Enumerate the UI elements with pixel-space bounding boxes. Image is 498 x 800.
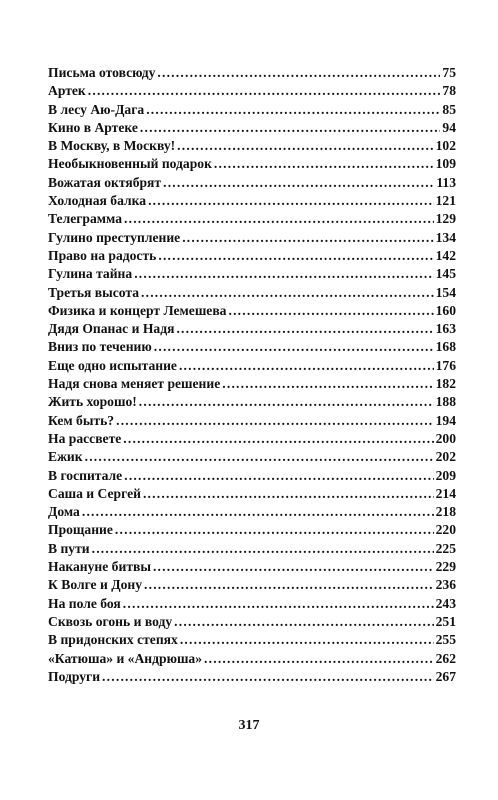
- toc-entry-page-number: 214: [435, 485, 456, 501]
- toc-entry-page-number: 200: [435, 430, 456, 446]
- toc-entry-title: Письма отовсюду: [48, 65, 156, 80]
- dot-leader: [123, 595, 434, 613]
- toc-entry-page-number: 75: [442, 65, 456, 80]
- dot-leader: [163, 174, 434, 192]
- toc-entry: [48, 375, 456, 393]
- toc-entry: [48, 631, 456, 649]
- toc-entry: [48, 650, 456, 668]
- toc-entry-title: Гулино преступление: [48, 229, 181, 245]
- toc-entry-page-number: 229: [435, 559, 456, 575]
- toc-entry-page-number: 194: [435, 412, 456, 428]
- toc-entry-title: В госпитале: [48, 467, 123, 483]
- dot-leader: [85, 448, 434, 466]
- toc-entry: [48, 338, 456, 356]
- toc-entry-title: Вожатая октябрят: [48, 174, 162, 190]
- dot-leader: [123, 430, 433, 448]
- toc-entry-page-number: 182: [435, 376, 456, 392]
- toc-entry-page-number: 168: [435, 339, 456, 355]
- toc-entry-title: Необыкновенный подарок: [48, 156, 212, 172]
- toc-entry: [48, 247, 456, 265]
- toc-entry-title: Ежик: [48, 449, 83, 465]
- dot-leader: [146, 101, 440, 119]
- toc-entry-title: Право на радость: [48, 247, 157, 263]
- toc-entry: [48, 467, 456, 485]
- dot-leader: [140, 119, 441, 137]
- dot-leader: [102, 668, 434, 686]
- toc-entry-page-number: 243: [435, 595, 456, 611]
- toc-entry-title: Сквозь огонь и воду: [48, 613, 173, 629]
- toc-entry-title: Холодная балка: [48, 193, 147, 209]
- toc-entry-title: В придонских степях: [48, 632, 178, 648]
- toc-entry: [48, 595, 456, 613]
- toc-entry: [48, 448, 456, 466]
- dot-leader: [154, 338, 434, 356]
- toc-entry-page-number: 142: [435, 247, 456, 263]
- toc-entry: [48, 265, 456, 283]
- toc-entry: [48, 412, 456, 430]
- dot-leader: [228, 302, 433, 320]
- toc-entry-page-number: 236: [435, 577, 456, 593]
- toc-entry: [48, 192, 456, 210]
- table-of-contents: [48, 64, 456, 686]
- toc-entry-title: Накануне битвы: [48, 559, 151, 575]
- dot-leader: [222, 375, 433, 393]
- toc-entry-title: Артек: [48, 83, 86, 99]
- toc-entry: [48, 174, 456, 192]
- dot-leader: [141, 284, 434, 302]
- toc-entry-page-number: 78: [442, 83, 456, 99]
- toc-entry-page-number: 160: [435, 302, 456, 318]
- toc-entry: [48, 137, 456, 155]
- toc-entry-title: Вниз по течению: [48, 339, 152, 355]
- toc-entry: [48, 485, 456, 503]
- toc-entry-page-number: 176: [435, 357, 456, 373]
- toc-entry: [48, 82, 456, 100]
- dot-leader: [158, 247, 433, 265]
- toc-entry-page-number: 109: [435, 156, 456, 172]
- dot-leader: [139, 393, 434, 411]
- toc-entry-page-number: 163: [435, 321, 456, 337]
- toc-entry: [48, 668, 456, 686]
- dot-leader: [124, 210, 434, 228]
- dot-leader: [174, 613, 433, 631]
- dot-leader: [157, 64, 440, 82]
- toc-entry: [48, 210, 456, 228]
- dot-leader: [177, 137, 433, 155]
- toc-entry-page-number: 121: [435, 193, 456, 209]
- toc-entry: [48, 357, 456, 375]
- toc-entry-page-number: 251: [435, 613, 456, 629]
- toc-entry-title: Еще одно испытание: [48, 357, 177, 373]
- toc-entry-title: Кем быть?: [48, 412, 115, 428]
- toc-entry-page-number: 209: [435, 467, 456, 483]
- toc-entry-page-number: 218: [435, 504, 456, 520]
- dot-leader: [143, 485, 434, 503]
- toc-entry-page-number: 225: [435, 540, 456, 556]
- toc-entry-page-number: 113: [436, 174, 456, 190]
- toc-entry: [48, 101, 456, 119]
- toc-entry-title: Жить хорошо!: [48, 394, 137, 410]
- toc-entry-title: На рассвете: [48, 430, 122, 446]
- toc-entry-title: Физика и концерт Лемешева: [48, 302, 227, 318]
- dot-leader: [179, 357, 434, 375]
- toc-entry: [48, 284, 456, 302]
- toc-entry-page-number: 102: [435, 138, 456, 154]
- toc-entry-page-number: 267: [435, 668, 456, 684]
- toc-entry-title: Третья высота: [48, 284, 140, 300]
- toc-entry-page-number: 220: [435, 522, 456, 538]
- toc-entry: [48, 64, 456, 82]
- dot-leader: [115, 521, 434, 539]
- toc-entry: [48, 155, 456, 173]
- toc-entry-title: Саша и Сергей: [48, 485, 141, 501]
- dot-leader: [116, 412, 434, 430]
- dot-leader: [144, 576, 434, 594]
- toc-entry-title: Дядя Опанас и Надя: [48, 321, 175, 337]
- toc-entry-title: Телеграмма: [48, 211, 122, 227]
- dot-leader: [92, 540, 434, 558]
- toc-entry: [48, 302, 456, 320]
- dot-leader: [180, 631, 434, 649]
- toc-entry: [48, 521, 456, 539]
- toc-entry: [48, 540, 456, 558]
- toc-entry-page-number: 129: [435, 211, 456, 227]
- toc-entry-page-number: 202: [435, 449, 456, 465]
- toc-entry-title: В пути: [48, 540, 90, 556]
- toc-entry: [48, 229, 456, 247]
- dot-leader: [88, 82, 441, 100]
- toc-entry-title: Подруги: [48, 668, 101, 684]
- toc-entry-title: Кино в Артеке: [48, 119, 138, 135]
- dot-leader: [176, 320, 433, 338]
- toc-entry-page-number: 145: [435, 266, 456, 282]
- toc-entry-page-number: 188: [435, 394, 456, 410]
- toc-entry: [48, 320, 456, 338]
- toc-entry-title: В лесу Аю-Дага: [48, 101, 145, 117]
- toc-entry-title: Гулина тайна: [48, 266, 133, 282]
- toc-entry: [48, 576, 456, 594]
- toc-entry-page-number: 154: [435, 284, 456, 300]
- toc-entry-page-number: 85: [442, 101, 456, 117]
- toc-entry-title: На поле боя: [48, 595, 121, 611]
- toc-entry: [48, 503, 456, 521]
- dot-leader: [82, 503, 434, 521]
- dot-leader: [153, 558, 434, 576]
- toc-entry: [48, 119, 456, 137]
- toc-entry-page-number: 94: [442, 119, 456, 135]
- toc-entry-title: К Волге и Дону: [48, 577, 143, 593]
- toc-entry: [48, 393, 456, 411]
- toc-entry-title: Дома: [48, 504, 80, 520]
- toc-entry: [48, 558, 456, 576]
- dot-leader: [182, 229, 433, 247]
- toc-entry-page-number: 262: [435, 650, 456, 666]
- toc-entry-title: Прощание: [48, 522, 113, 538]
- dot-leader: [204, 650, 434, 668]
- toc-entry-page-number: 255: [435, 632, 456, 648]
- toc-entry-title: «Катюша» и «Андрюша»: [48, 650, 203, 666]
- page-number: 317: [238, 718, 260, 733]
- toc-entry: [48, 430, 456, 448]
- dot-leader: [134, 265, 433, 283]
- toc-entry: [48, 613, 456, 631]
- toc-entry-page-number: 134: [435, 229, 456, 245]
- dot-leader: [214, 155, 434, 173]
- toc-entry-title: Надя снова меняет решение: [48, 376, 221, 392]
- dot-leader: [148, 192, 434, 210]
- toc-entry-title: В Москву, в Москву!: [48, 138, 176, 154]
- dot-leader: [124, 467, 433, 485]
